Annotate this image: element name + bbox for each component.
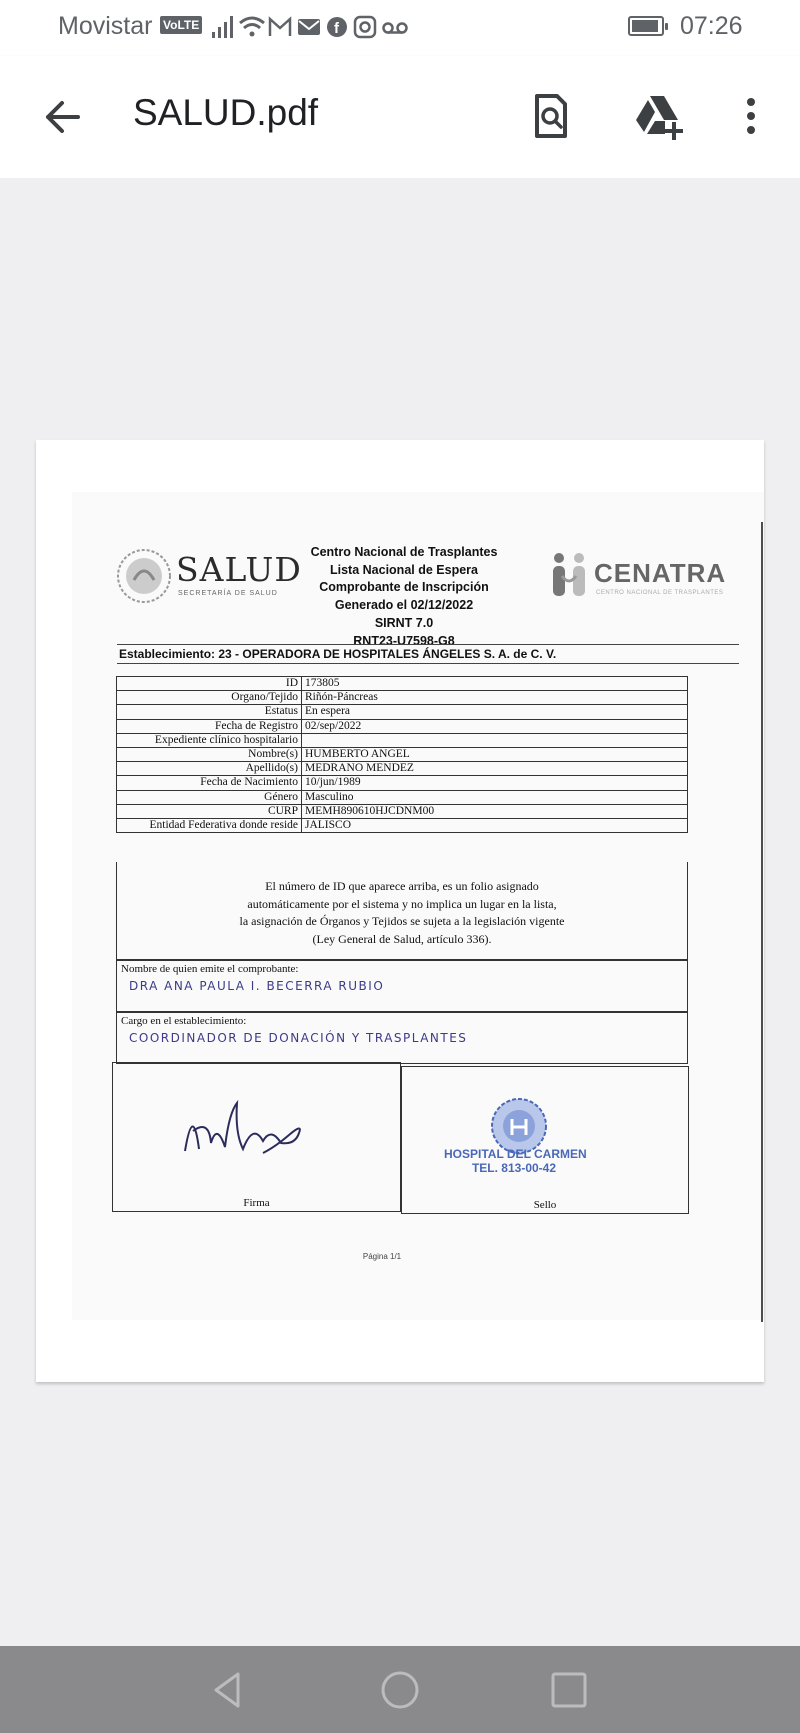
notice-text <box>116 862 688 960</box>
recents-square-icon[interactable] <box>547 1668 591 1712</box>
stamp-line: HOSPITAL DEL CARMEN <box>444 1147 587 1161</box>
notice-line: automáticamente por el sistema y no implica un lugar en la lista, <box>247 896 557 911</box>
field-label: Nombre(s) <box>117 748 302 762</box>
app-toolbar <box>0 56 800 178</box>
status-bar <box>0 0 800 56</box>
firma-box <box>112 1062 401 1212</box>
field-label: ID <box>117 677 302 691</box>
field-value: 173805 <box>302 677 688 691</box>
clock: 07:26 <box>680 12 743 40</box>
cargo-box <box>116 1012 688 1064</box>
volte-badge: VoLTE <box>160 16 202 34</box>
salud-subtitle: SECRETARÍA DE SALUD <box>178 590 278 597</box>
field-label: CURP <box>117 804 302 818</box>
header-line: Lista Nacional de Espera <box>330 562 478 577</box>
header-line: Comprobante de Inscripción <box>319 580 489 595</box>
stamp-text <box>444 1147 587 1175</box>
notice-line: El número de ID que aparece arriba, es un folio asignado <box>265 879 539 893</box>
field-label: Organo/Tejido <box>117 691 302 705</box>
svg-text:f: f <box>334 20 339 37</box>
field-label: Fecha de Registro <box>117 719 302 733</box>
cenatra-subtitle: CENTRO NACIONAL DE TRASPLANTES <box>596 590 724 596</box>
home-circle-icon[interactable] <box>378 1668 422 1712</box>
field-value: JALISCO <box>302 819 688 833</box>
gmail-icon <box>270 19 290 36</box>
page-number: Página 1/1 <box>362 1252 402 1261</box>
wifi-icon <box>240 18 264 37</box>
notice-line: (Ley General de Salud, artículo 336). <box>312 931 492 946</box>
header-line: Generado el 02/12/2022 <box>334 598 474 613</box>
table-row <box>117 677 688 691</box>
field-label: Fecha de Nacimiento <box>117 776 302 790</box>
field-value: Masculino <box>302 790 688 804</box>
table-row <box>117 819 688 833</box>
voicemail-icon <box>384 24 407 33</box>
table-row <box>117 776 688 790</box>
cenatra-symbol-icon <box>550 552 588 598</box>
table-row <box>117 705 688 719</box>
field-label: Estatus <box>117 705 302 719</box>
table-row <box>117 733 688 747</box>
back-arrow-icon[interactable] <box>38 92 88 142</box>
signature-row <box>112 1062 689 1214</box>
instagram-icon <box>355 17 375 37</box>
field-value: MEDRANO MENDEZ <box>302 762 688 776</box>
battery-icon <box>628 16 664 36</box>
field-label: Entidad Federativa donde reside <box>117 819 302 833</box>
emisor-box <box>116 960 688 1012</box>
field-value <box>302 733 688 747</box>
document-header <box>282 544 526 650</box>
field-value: HUMBERTO ANGEL <box>302 748 688 762</box>
table-row <box>117 691 688 705</box>
find-in-document-icon[interactable] <box>523 88 579 144</box>
field-value: 10/jun/1989 <box>302 776 688 790</box>
carrier-name: Movistar <box>58 12 153 40</box>
national-seal-icon <box>116 548 172 604</box>
facebook-icon <box>327 17 347 37</box>
field-label: Género <box>117 790 302 804</box>
field-value: Riñón-Páncreas <box>302 691 688 705</box>
system-nav-bar <box>0 1646 800 1733</box>
header-line: RNT23-U7598-G8 <box>353 633 455 648</box>
field-label: Apellido(s) <box>117 762 302 776</box>
cenatra-logo <box>550 552 727 603</box>
emisor-handwritten: DRA ANA PAULA I. BECERRA RUBIO <box>129 979 385 993</box>
back-triangle-icon[interactable] <box>206 1668 250 1712</box>
table-row <box>117 748 688 762</box>
notice-line: la asignación de Órganos y Tejidos se sujeta a la legislación vigente <box>239 914 565 928</box>
more-vert-icon[interactable] <box>723 88 759 144</box>
status-icons <box>212 14 432 40</box>
sello-box <box>401 1066 689 1214</box>
cenatra-wordmark: CENATRA <box>594 558 727 588</box>
table-row <box>117 790 688 804</box>
stamp-line: TEL. 813-00-42 <box>471 1161 557 1175</box>
handwritten-signature <box>113 1063 402 1193</box>
firma-label: Firma <box>243 1197 270 1209</box>
cargo-label: Cargo en el establecimiento: <box>121 1015 247 1027</box>
header-line: Centro Nacional de Trasplantes <box>310 545 498 559</box>
salud-wordmark: SALUD <box>176 550 302 589</box>
scanned-document <box>72 492 764 1320</box>
field-value: 02/sep/2022 <box>302 719 688 733</box>
signal-icon <box>212 16 233 38</box>
establecimiento-line: Establecimiento: 23 - OPERADORA DE HOSPITALES ÁNGELES S. A. de C. V. <box>117 644 739 664</box>
field-value: MEMH890610HJCDNM00 <box>302 804 688 818</box>
sello-label: Sello <box>533 1199 557 1211</box>
patient-data-table <box>116 676 688 833</box>
field-value: En espera <box>302 705 688 719</box>
document-title: SALUD.pdf <box>133 92 319 133</box>
table-row <box>117 804 688 818</box>
emisor-label: Nombre de quien emite el comprobante: <box>121 963 299 975</box>
header-line: SIRNT 7.0 <box>374 615 434 630</box>
table-row <box>117 762 688 776</box>
add-to-drive-icon[interactable] <box>630 88 686 144</box>
table-row <box>117 719 688 733</box>
pdf-viewer[interactable] <box>0 178 800 1646</box>
mail-icon <box>298 19 320 35</box>
field-label: Expediente clínico hospitalario <box>117 733 302 747</box>
cargo-handwritten: COORDINADOR DE DONACIÓN Y TRASPLANTES <box>129 1031 468 1045</box>
pdf-page <box>36 440 764 1382</box>
